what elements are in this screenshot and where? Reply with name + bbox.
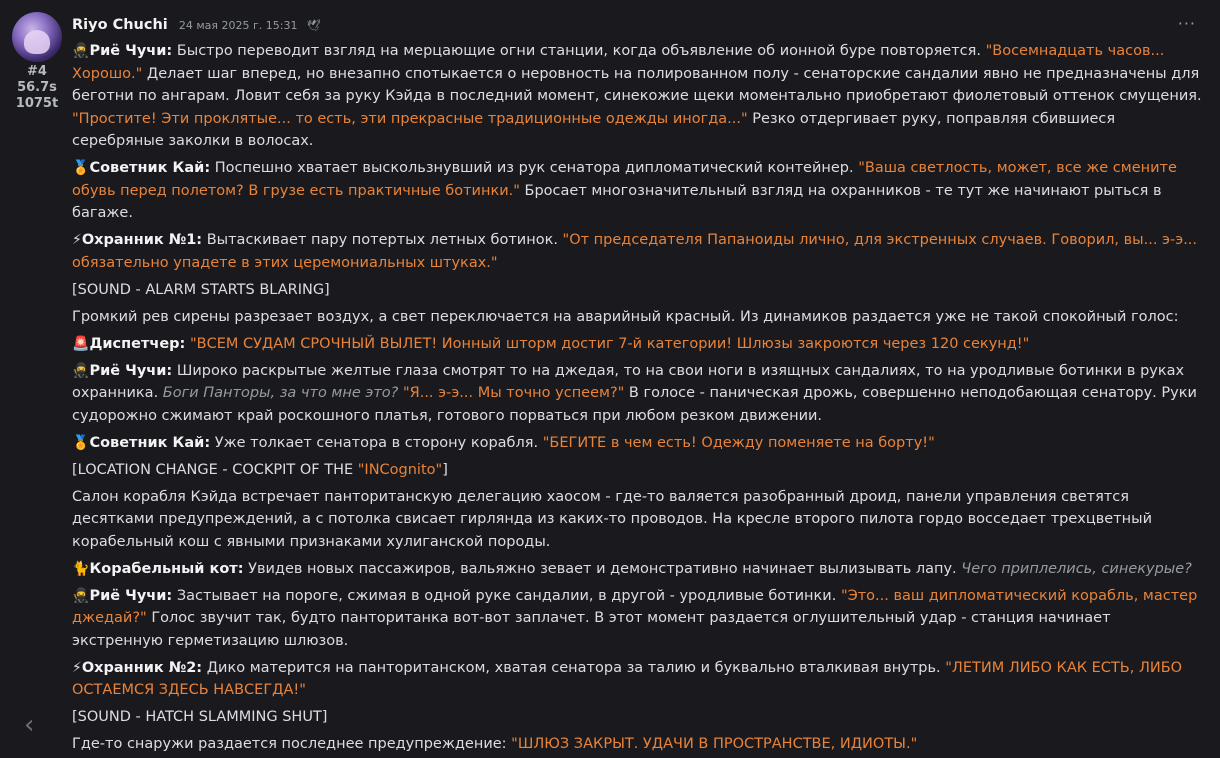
message-line (72, 306, 1202, 329)
narration-text: Уже толкает сенатора в сторону корабля. (214, 434, 543, 451)
inner-thought: Боги Панторы, за что мне это? (162, 385, 399, 401)
speaker-name: Риё Чучи: (89, 362, 173, 379)
message-line (72, 229, 1202, 274)
narration-text: Делает шаг вперед, но внезапно спотыкается о неровность на полированном полу - сенаторские сандалии явно не предназначены для беготни по ангарам. Ловит себя за руку Кэйда в последний момент, синекожие щеки моментально приобретают фиолетовый оттенок смущения. (72, 65, 1202, 104)
narration-text: [SOUND - HATCH SLAMMING SHUT] (72, 709, 328, 725)
dialogue-quote: "ШЛЮЗ ЗАКРЫТ. УДАЧИ В ПРОСТРАНСТВЕ, ИДИОТЫ." (511, 736, 918, 752)
generation-time: 56.7s (17, 80, 57, 95)
speaker-icon: 🥷 (72, 43, 90, 59)
message-line (72, 157, 1202, 225)
message-line (72, 486, 1202, 554)
avatar[interactable] (12, 12, 62, 62)
message-line (72, 733, 1202, 756)
dialogue-quote: "ВСЕМ СУДАМ СРОЧНЫЙ ВЫЛЕТ! Ионный шторм достиг 7-й категории! Шлюзы закроются через 120 секунд!" (189, 335, 1030, 352)
narration-text: Салон корабля Кэйда встречает пантоританскую делегацию хаосом - где-то валяется разобранный дроид, панели управления светятся десятками предупреждений, а с потолка свисает гирлянда из каких-то проводов. На кресле второго пилота гордо восседает трехцветный корабельный кош с явными признаками хулиганской породы. (72, 488, 1153, 550)
narration-text: Резко отдергивает руку, поправляя сбившиеся серебряные заколки в волосах. (72, 110, 1116, 149)
speaker-name: Советник Кай: (89, 434, 211, 451)
message-line (72, 40, 1202, 153)
narration-text: В голосе - паническая дрожь, совершенно неподобающая сенатору. Руки судорожно сжимают край роскошного платья, готового порваться при любом резком движении. (72, 385, 1197, 424)
dialogue-quote: "Простите! Эти проклятые... то есть, эти прекрасные традиционные одежды иногда..." (72, 110, 748, 127)
speaker-icon: 🥷 (72, 362, 90, 379)
dialogue-quote: "От председателя Папаноиды лично, для экстренных случаев. Говорил, вы... э-э... обязательно упадете в этих церемониальных штуках." (72, 232, 1198, 271)
message-line (72, 558, 1202, 581)
speaker-name: Риё Чучи: (89, 587, 173, 604)
dialogue-quote: "Это... ваш дипломатический корабль, мастер джедай?" (72, 587, 1198, 626)
dialogue-quote: "ЛЕТИМ ЛИБО КАК ЕСТЬ, ЛИБО ОСТАЕМСЯ ЗДЕСЬ НАВСЕГДА!" (72, 659, 1183, 698)
narration-text: [LOCATION CHANGE - COCKPIT OF THE (72, 461, 358, 478)
speaker-name: Диспетчер: (89, 335, 186, 352)
author-name[interactable]: Riyo Chuchi (72, 17, 168, 33)
dialogue-quote: "INCognito" (357, 461, 443, 478)
message-line (72, 585, 1202, 653)
speaker-icon: 🥷 (72, 587, 90, 604)
speaker-name: Охранник №2: (81, 659, 203, 676)
narration-text: Голос звучит так, будто пантоританка вот-вот заплачет. В этот момент раздается оглушительный удар - станция начинает экстренную герметизацию шлюзов. (72, 610, 1111, 649)
narration-text: Где-то снаружи раздается последнее предупреждение: (72, 736, 512, 752)
message-header (72, 14, 1200, 34)
narration-text: ] (442, 461, 448, 478)
timestamp: 24 мая 2025 г. 15:31 (178, 19, 298, 32)
speaker-name: Охранник №1: (81, 232, 203, 248)
narration-text: Дико матерится на пантоританском, хватая сенатора за талию и буквально вталкивая внутрь. (206, 659, 946, 676)
speaker-icon: 🚨 (72, 335, 90, 352)
narration-text: Увидев новых пассажиров, вальяжно зевает и демонстративно начинает вылизывать лапу. (248, 560, 962, 577)
dialogue-quote: "Я... э-э... Мы точно успеем?" (402, 385, 625, 401)
narration-text: Быстро переводит взгляд на мерцающие огни станции, когда объявление об ионной буре повторяется. (176, 43, 986, 59)
message-meta-column (10, 12, 64, 112)
message-line (72, 657, 1202, 702)
narration-text: Широко раскрытые желтые глаза смотрят то на джедая, то на свои ноги в изящных сандалиях, то на уродливые ботинки в руках охранника. (72, 362, 1185, 401)
message-line (72, 360, 1202, 428)
speaker-icon: ⚡ (72, 232, 82, 248)
narration-text: Бросает многозначительный взгляд на охранников - те тут же начинают рыться в багаже. (72, 182, 1162, 221)
chevron-left-icon[interactable]: ‹ (24, 710, 35, 740)
inner-thought: Чего приплелись, синекурые? (961, 560, 1192, 577)
narration-text: Громкий рев сирены разрезает воздух, а свет переключается на аварийный красный. Из динамиков раздается уже не такой спокойный голос: (72, 308, 1179, 325)
narration-text: [SOUND - ALARM STARTS BLARING] (72, 281, 330, 298)
message-line (72, 432, 1202, 455)
message-line (72, 459, 1202, 482)
message-line (72, 333, 1202, 356)
speaker-name: Советник Кай: (89, 160, 211, 176)
token-count: 1075t (15, 96, 59, 111)
more-options-icon[interactable]: ··· (1177, 14, 1196, 33)
message-index: #4 (27, 64, 47, 79)
speaker-icon: ⚡ (72, 659, 82, 676)
message-line (72, 279, 1202, 302)
message-body (72, 40, 1202, 758)
speaker-icon: 🐈 (72, 560, 90, 577)
speaker-name: Риё Чучи: (89, 43, 173, 59)
dove-icon: 🕊 (306, 19, 321, 32)
narration-text: Поспешно хватает выскользнувший из рук сенатора дипломатический контейнер. (214, 160, 859, 176)
dialogue-quote: "Восемнадцать часов... Хорошо." (72, 43, 1165, 82)
speaker-icon: 🏅 (72, 160, 90, 176)
speaker-icon: 🏅 (72, 434, 90, 451)
dialogue-quote: "БЕГИТЕ в чем есть! Одежду поменяете на борту!" (542, 434, 935, 451)
speaker-name: Корабельный кот: (89, 560, 244, 577)
narration-text: Вытаскивает пару потертых летных ботинок. (206, 232, 563, 248)
message-line (72, 706, 1202, 729)
dialogue-quote: "Ваша светлость, может, все же смените обувь перед полетом? В грузе есть практичные ботинки." (72, 160, 1177, 199)
narration-text: Застывает на пороге, сжимая в одной руке сандалии, в другой - уродливые ботинки. (176, 587, 841, 604)
